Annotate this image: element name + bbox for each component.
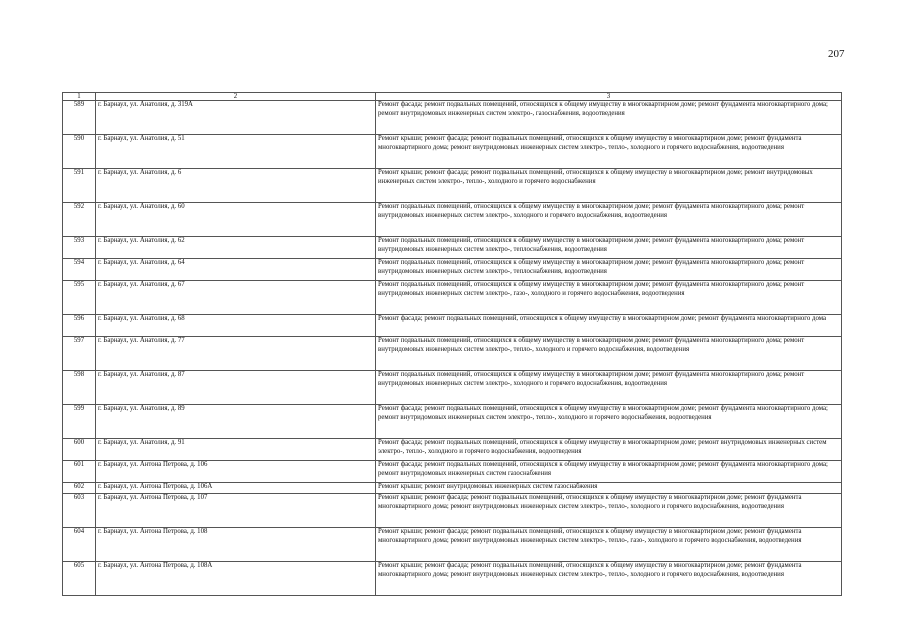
address-cell: г. Барнаул, ул. Антона Петрова, д. 106 xyxy=(96,461,376,483)
address-cell: г. Барнаул, ул. Антона Петрова, д. 108 xyxy=(96,528,376,562)
works-cell: Ремонт фасада; ремонт подвальных помещений, относящихся к общему имуществу в многоквартирном доме; ремонт фундамента многоквартирного дома; ремонт внутридомовых инженерных систем электро-, газоснабжения, водоотведения xyxy=(376,101,842,135)
row-number: 593 xyxy=(63,237,96,259)
row-number: 594 xyxy=(63,259,96,281)
row-number: 591 xyxy=(63,169,96,203)
works-cell: Ремонт крыши; ремонт фасада; ремонт подвальных помещений, относящихся к общему имуществу в многоквартирном доме; ремонт фундамента многоквартирного дома; ремонт внутридомовых инженерных систем электро-, тепло-, холодного и горячего водоснабжения, водоотведения xyxy=(376,135,842,169)
works-cell: Ремонт крыши; ремонт фасада; ремонт подвальных помещений, относящихся к общему имуществу в многоквартирном доме; ремонт фундамента многоквартирного дома; ремонт внутридомовых инженерных систем электро-, тепло-, холодного и горячего водоснабжения, водоотведения xyxy=(376,562,842,596)
works-cell: Ремонт крыши; ремонт внутридомовых инженерных систем газоснабжения xyxy=(376,483,842,494)
table-row xyxy=(63,281,842,315)
table-row xyxy=(63,169,842,203)
address-cell: г. Барнаул, ул. Антона Петрова, д. 106А xyxy=(96,483,376,494)
row-number: 598 xyxy=(63,371,96,405)
row-number: 599 xyxy=(63,405,96,439)
repair-register-table xyxy=(62,92,842,596)
address-cell: г. Барнаул, ул. Антона Петрова, д. 107 xyxy=(96,494,376,528)
works-cell: Ремонт подвальных помещений, относящихся к общему имуществу в многоквартирном доме; ремонт фундамента многоквартирного дома; ремонт внутридомовых инженерных систем электро-, газо-, холодного и горячего водоснабжения, водоотведения xyxy=(376,281,842,315)
address-cell: г. Барнаул, ул. Анатолия, д. 91 xyxy=(96,439,376,461)
address-cell: г. Барнаул, ул. Анатолия, д. 6 xyxy=(96,169,376,203)
works-cell: Ремонт фасада; ремонт подвальных помещений, относящихся к общему имуществу в многоквартирном доме; ремонт фундамента многоквартирного дома; ремонт внутридомовых инженерных систем электро-, тепло-, холодного и горячего водоснабжения, водоотведения xyxy=(376,405,842,439)
row-number: 602 xyxy=(63,483,96,494)
table-row xyxy=(63,203,842,237)
address-cell: г. Барнаул, ул. Анатолия, д. 89 xyxy=(96,405,376,439)
table-row xyxy=(63,461,842,483)
row-number: 603 xyxy=(63,494,96,528)
row-number: 592 xyxy=(63,203,96,237)
table-row xyxy=(63,337,842,371)
works-cell: Ремонт подвальных помещений, относящихся к общему имуществу в многоквартирном доме; ремонт фундамента многоквартирного дома; ремонт внутридомовых инженерных систем электро-, теплоснабжения, водоотведения xyxy=(376,259,842,281)
row-number: 597 xyxy=(63,337,96,371)
works-cell: Ремонт фасада; ремонт подвальных помещений, относящихся к общему имуществу в многоквартирном доме; ремонт внутридомовых инженерных систем электро-, тепло-, холодного и горячего водоснабжения, водоотведения xyxy=(376,439,842,461)
works-cell: Ремонт подвальных помещений, относящихся к общему имуществу в многоквартирном доме; ремонт фундамента многоквартирного дома; ремонт внутридомовых инженерных систем электро-, теплоснабжения, водоотведения xyxy=(376,237,842,259)
works-cell: Ремонт подвальных помещений, относящихся к общему имуществу в многоквартирном доме; ремонт фундамента многоквартирного дома; ремонт внутридомовых инженерных систем электро-, холодного и горячего водоснабжения, водоотведения xyxy=(376,371,842,405)
works-cell: Ремонт фасада; ремонт подвальных помещений, относящихся к общему имуществу в многоквартирном доме; ремонт фундамента многоквартирного дома xyxy=(376,315,842,337)
table-row xyxy=(63,101,842,135)
column-index-2: 2 xyxy=(96,93,376,101)
table-row xyxy=(63,315,842,337)
column-index-row xyxy=(63,93,842,101)
address-cell: г. Барнаул, ул. Анатолия, д. 60 xyxy=(96,203,376,237)
table-row xyxy=(63,135,842,169)
address-cell: г. Барнаул, ул. Антона Петрова, д. 108А xyxy=(96,562,376,596)
row-number: 595 xyxy=(63,281,96,315)
column-index-1: 1 xyxy=(63,93,96,101)
table-row xyxy=(63,562,842,596)
row-number: 589 xyxy=(63,101,96,135)
table-row xyxy=(63,528,842,562)
table-row xyxy=(63,483,842,494)
table-row xyxy=(63,439,842,461)
row-number: 590 xyxy=(63,135,96,169)
address-cell: г. Барнаул, ул. Анатолия, д. 87 xyxy=(96,371,376,405)
works-cell: Ремонт подвальных помещений, относящихся к общему имуществу в многоквартирном доме; ремонт фундамента многоквартирного дома; ремонт внутридомовых инженерных систем электро-, тепло-, холодного и горячего водоснабжения, водоотведения xyxy=(376,337,842,371)
address-cell: г. Барнаул, ул. Анатолия, д. 67 xyxy=(96,281,376,315)
table-row xyxy=(63,371,842,405)
works-cell: Ремонт крыши; ремонт фасада; ремонт подвальных помещений, относящихся к общему имуществу в многоквартирном доме; ремонт фундамента многоквартирного дома; ремонт внутридомовых инженерных систем электро-, тепло-, холодного и горячего водоснабжения, водоотведения xyxy=(376,494,842,528)
address-cell: г. Барнаул, ул. Анатолия, д. 68 xyxy=(96,315,376,337)
works-cell: Ремонт фасада; ремонт подвальных помещений, относящихся к общему имуществу в многоквартирном доме; ремонт фундамента многоквартирного дома; ремонт внутридомовых инженерных систем газоснабжения xyxy=(376,461,842,483)
address-cell: г. Барнаул, ул. Анатолия, д. 319А xyxy=(96,101,376,135)
address-cell: г. Барнаул, ул. Анатолия, д. 64 xyxy=(96,259,376,281)
table-row xyxy=(63,405,842,439)
address-cell: г. Барнаул, ул. Анатолия, д. 77 xyxy=(96,337,376,371)
row-number: 600 xyxy=(63,439,96,461)
row-number: 604 xyxy=(63,528,96,562)
works-cell: Ремонт крыши; ремонт фасада; ремонт подвальных помещений, относящихся к общему имуществу в многоквартирном доме; ремонт фундамента многоквартирного дома; ремонт внутридомовых инженерных систем электро-, тепло-, газо-, холодного и горячего водоснабжения, водоотведения xyxy=(376,528,842,562)
address-cell: г. Барнаул, ул. Анатолия, д. 62 xyxy=(96,237,376,259)
row-number: 601 xyxy=(63,461,96,483)
works-cell: Ремонт крыши; ремонт фасада; ремонт подвальных помещений, относящихся к общему имуществу в многоквартирном доме; ремонт внутридомовых инженерных систем электро-, тепло-, холодного и горячего водоснабжения xyxy=(376,169,842,203)
table-row xyxy=(63,259,842,281)
table-row xyxy=(63,237,842,259)
table-row xyxy=(63,494,842,528)
address-cell: г. Барнаул, ул. Анатолия, д. 51 xyxy=(96,135,376,169)
page-number: 207 xyxy=(828,48,845,60)
column-index-3: 3 xyxy=(376,93,842,101)
row-number: 596 xyxy=(63,315,96,337)
works-cell: Ремонт подвальных помещений, относящихся к общему имуществу в многоквартирном доме; ремонт фундамента многоквартирного дома; ремонт внутридомовых инженерных систем электро-, холодного и горячего водоснабжения, водоотведения xyxy=(376,203,842,237)
row-number: 605 xyxy=(63,562,96,596)
